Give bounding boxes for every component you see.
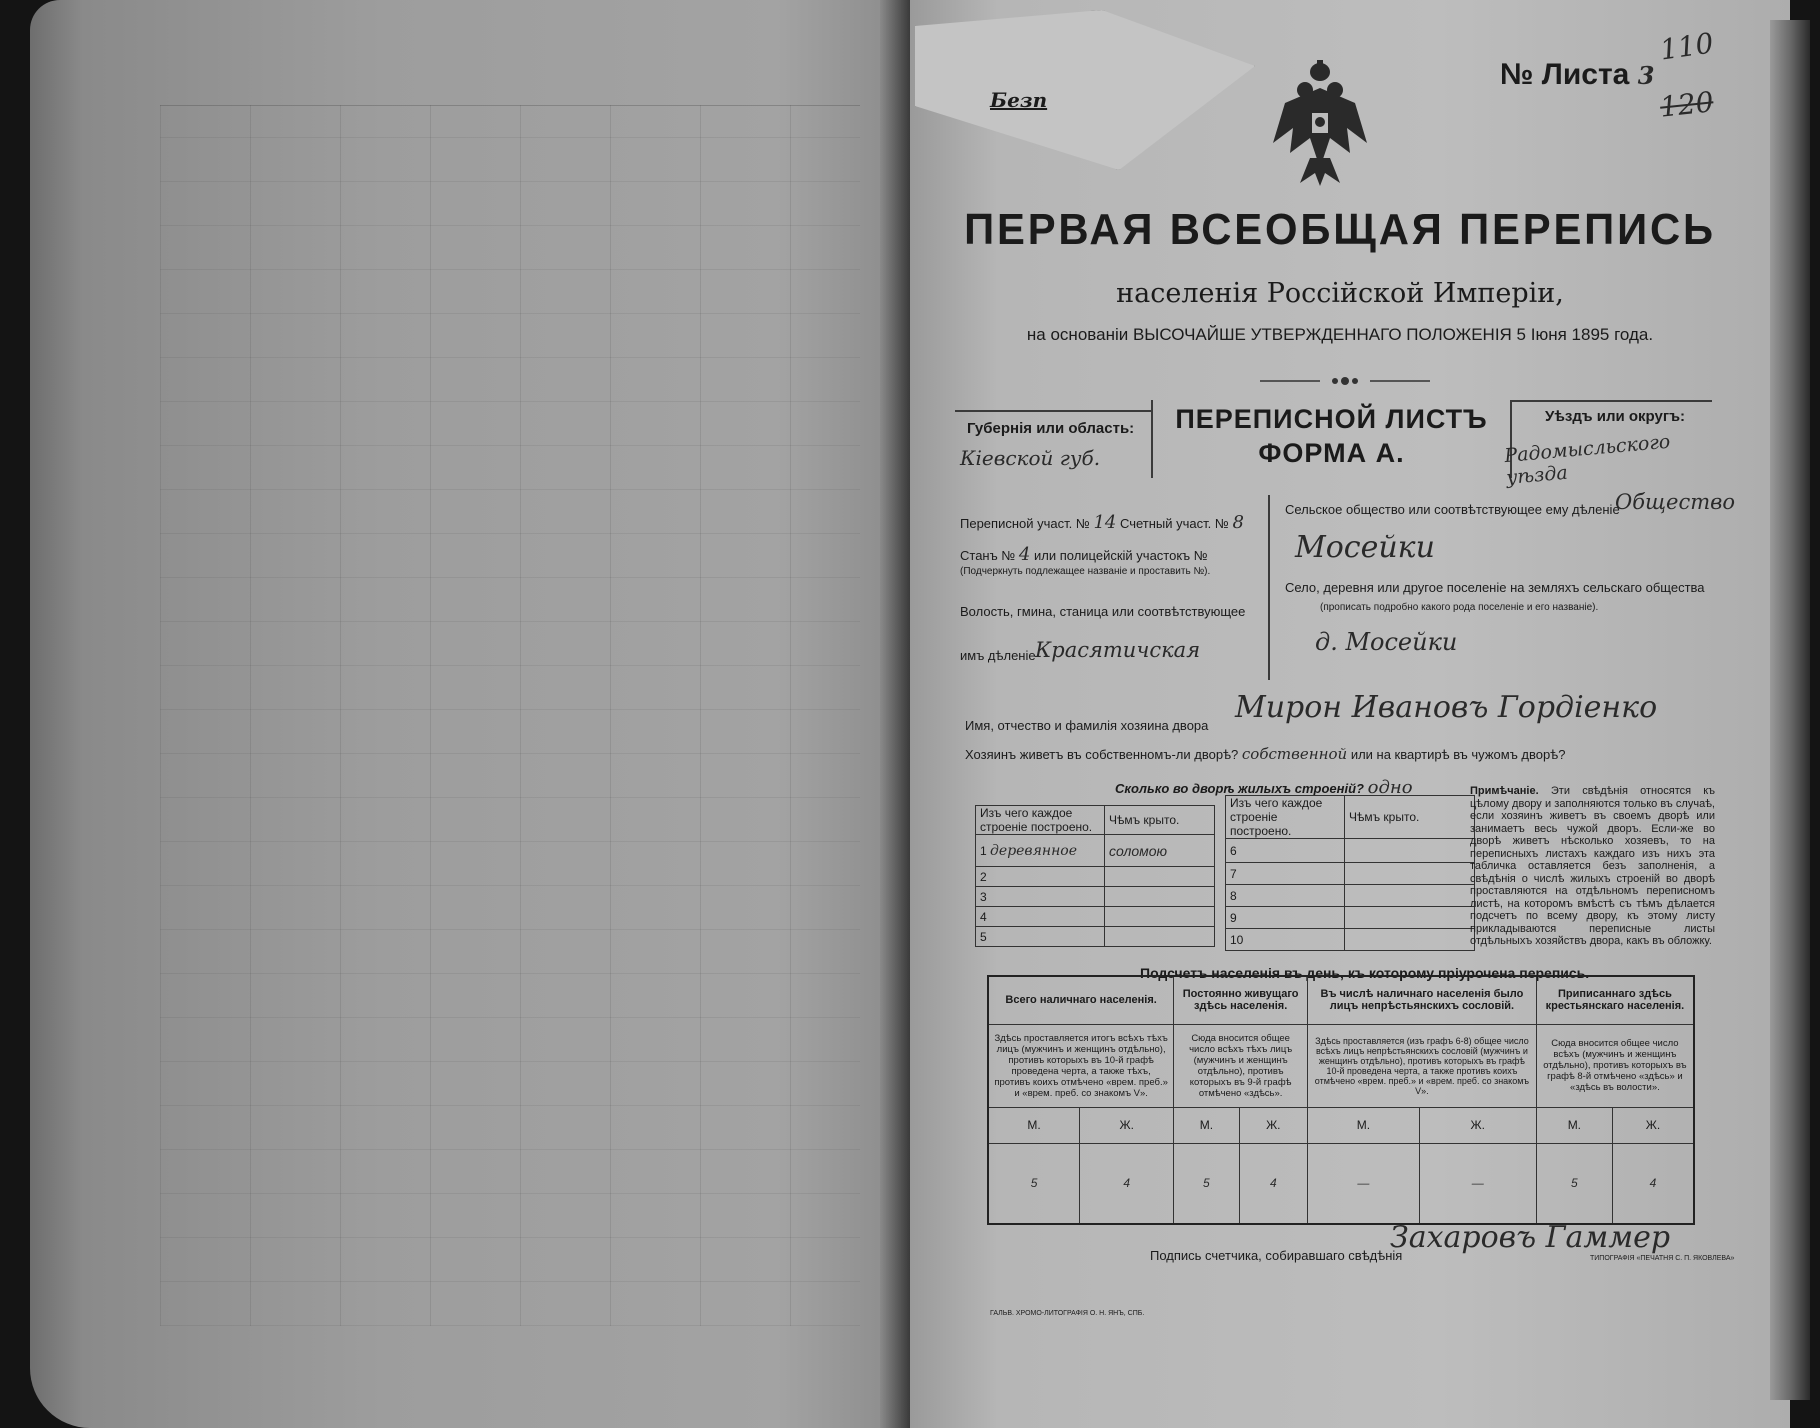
form-title-line2: ФОРМА А. <box>1258 438 1405 468</box>
buildings-row <box>1226 839 1475 863</box>
note-text: Эти свѣдѣнія относятся къ цѣлому двору и заполняются только въ случаѣ, если хозяинъ живетъ въ своемъ дворѣ или занимаетъ весь чужой дворъ. Если-же во дворѣ живетъ нѣсколько хозяевъ, то на переписныхъ листахъ каждаго изъ нихъ эта табличка оставляется безъ заполненія, а свѣдѣнія о числѣ жилыхъ строеній во дворѣ проставляются на отдѣльномъ переписномъ листѣ, на которомъ вмѣстѣ съ тѣмъ дѣлается подсчетъ по всему двору, къ этому листу прикладываются переписные листы отдѣльныхъ хозяйствъ двора, какъ въ обложку. <box>1470 785 1715 947</box>
note-block <box>1470 785 1715 948</box>
count-value-female: 4 <box>1612 1143 1694 1224</box>
selo-note: (прописать подробно какого рода поселеніе и его названіе). <box>1320 602 1599 613</box>
count-col-desc: Здѣсь проставляется (изъ графъ 6-8) общее число всѣхъ лицъ непрѣстьянскихъ сословій (мужчинъ и женщинъ отдѣльно), противъ которыхъ въ графѣ 10-й проведена черта, а также противъ коихъ отмѣчено «врем. преб.» и «врем. преб. со знакомъ V». <box>1308 1024 1537 1107</box>
note-heading: Примѣчаніе. <box>1470 785 1539 797</box>
fields-left-column <box>960 500 1265 670</box>
page-title: ПЕРВАЯ ВСЕОБЩАЯ ПЕРЕПИСЬ <box>964 205 1716 254</box>
row-number: 10 <box>1226 929 1345 951</box>
row-number: 3 <box>976 887 1105 907</box>
count-col-desc: Сюда вносится общее число всѣхъ тѣхъ лицъ (мужчинъ и женщинъ отдѣльно), противъ которыхъ въ 9-й графѣ отмѣчено «здѣсь». <box>1174 1024 1308 1107</box>
row-number: 9 <box>1226 907 1345 929</box>
buildings-row <box>976 835 1215 867</box>
owner-value: Мирон Ивановъ Гордіенко <box>1235 690 1658 725</box>
count-col-title: Приписаннаго здѣсь крестьянскаго населенія. <box>1536 976 1694 1024</box>
stan-row <box>960 544 1208 565</box>
signature-label: Подпись счетчика, собиравшаго свѣдѣнія <box>1150 1248 1403 1263</box>
count-col-title: Въ числѣ наличнаго населенія было лицъ непрѣстьянскихъ сословій. <box>1308 976 1537 1024</box>
count-value-female: 4 <box>1080 1143 1174 1224</box>
buildings-row <box>976 887 1215 907</box>
buildings-table-right <box>1225 795 1475 951</box>
row-number: 1 <box>980 843 987 858</box>
schetny-value: 8 <box>1232 512 1244 533</box>
row-number: 5 <box>976 927 1105 947</box>
male-label: М. <box>1174 1107 1239 1143</box>
selo-value: д. Мосейки <box>1315 628 1458 656</box>
buildings-row <box>1226 929 1475 951</box>
legal-basis-line: на основаніи ВЫСОЧАЙШЕ УТВЕРЖДЕННАГО ПОЛОЖЕНІЯ 5 Іюня 1895 года. <box>1026 325 1654 344</box>
building-material: деревянное <box>990 842 1078 859</box>
gubernia-value: Кіевской губ. <box>960 446 1101 470</box>
female-label: Ж. <box>1080 1107 1174 1143</box>
male-label: М. <box>1308 1107 1420 1143</box>
imprint-left: ГАЛЬВ. ХРОМО-ЛИТОГРАФІЯ О. Н. ЯНЪ, СПБ. <box>990 1310 1145 1317</box>
fold-label: Безп <box>990 88 1048 112</box>
sheet-number-handwritten: 110 <box>1657 26 1716 67</box>
volost-label-1: Волость, гмина, станица или соотвѣтствующее <box>960 604 1246 619</box>
count-col-title: Всего наличнаго населенія. <box>988 976 1174 1024</box>
buildings-col-roof: Чѣмъ крыто. <box>1345 796 1475 839</box>
obshchestvo-value-1: Общество <box>1615 490 1736 514</box>
buildings-row <box>1226 907 1475 929</box>
count-col-desc: Сюда вносится общее число всѣхъ (мужчинъ и женщинъ отдѣльно), противъ которыхъ въ графѣ 8-й отмѣчено «здѣсь» и «здѣсь въ волости». <box>1536 1024 1694 1107</box>
selo-label: Село, деревня или другое поселеніе на земляхъ сельскаго общества <box>1285 580 1705 595</box>
count-col-desc: Здѣсь проставляется итогъ всѣхъ тѣхъ лицъ (мужчинъ и женщинъ отдѣльно), противъ которыхъ въ 10-й графѣ проведена черта, а также тѣхъ, противъ коихъ отмѣчено «врем. преб.» и «врем. преб. со знакомъ V». <box>988 1024 1174 1107</box>
signature-value: Захаровъ Гаммер <box>1390 1220 1671 1255</box>
fields-divider <box>1268 495 1270 680</box>
count-value-female: 4 <box>1239 1143 1307 1224</box>
stan-note: (Подчеркнуть подлежащее названіе и проставить №). <box>960 566 1211 577</box>
uezd-value: Радомысльского уѣзда <box>1503 430 1672 489</box>
sheet-number-text: № Листа <box>1500 58 1630 91</box>
stan-rest: или полицейскій участокъ № <box>1034 548 1208 563</box>
buildings-value: одно <box>1367 777 1413 798</box>
male-label: М. <box>988 1107 1080 1143</box>
count-col-title: Постоянно живущаго здѣсь населенія. <box>1174 976 1308 1024</box>
row-number: 7 <box>1226 863 1345 885</box>
sheet-number-value: 3 <box>1637 61 1655 90</box>
obshchestvo-label: Сельское общество или соотвѣтствующее ему дѣленіе <box>1285 502 1620 517</box>
form-title-line1: ПЕРЕПИСНОЙ ЛИСТЪ <box>1175 404 1488 434</box>
imprint-right: ТИПОГРАФІЯ «ПЕЧАТНЯ С. П. ЯКОВЛЕВА» <box>1590 1255 1735 1262</box>
sheet-number-crossed: 120 <box>1658 85 1716 124</box>
count-value-female: — <box>1419 1143 1536 1224</box>
male-label: М. <box>1536 1107 1612 1143</box>
uchastok-label: Переписной участ. № <box>960 516 1090 531</box>
sheet-number-label <box>1500 58 1654 92</box>
buildings-col-material: Изъ чего каждое строеніе построено. <box>1226 796 1345 839</box>
count-value-male: — <box>1308 1143 1420 1224</box>
female-label: Ж. <box>1239 1107 1307 1143</box>
count-heading: Подсчетъ населенія въ день, къ которому пріурочена перепись. <box>1140 965 1590 981</box>
buildings-table-left <box>975 805 1215 947</box>
stan-label: Станъ № <box>960 548 1016 563</box>
owner-label: Имя, отчество и фамилія хозяина двора <box>965 718 1209 733</box>
female-label: Ж. <box>1612 1107 1694 1143</box>
double-headed-eagle-emblem <box>1265 58 1375 188</box>
uchastok-value: 14 <box>1093 512 1117 533</box>
fields-right-column <box>1285 480 1736 680</box>
population-count-table <box>987 975 1695 1225</box>
schetny-label: Счетный участ. № <box>1119 516 1229 531</box>
lives-label-1: Хозяинъ живетъ въ собственномъ-ли дворѣ? <box>965 747 1239 762</box>
buildings-col-roof: Чѣмъ крыто. <box>1105 806 1215 835</box>
volost-label-2: имъ дѣленіе <box>960 648 1036 663</box>
row-number: 4 <box>976 907 1105 927</box>
buildings-col-material: Изъ чего каждое строеніе построено. <box>976 806 1105 835</box>
volost-value: Красятичская <box>1035 638 1201 662</box>
female-label: Ж. <box>1419 1107 1536 1143</box>
count-value-male: 5 <box>1174 1143 1239 1224</box>
lives-row <box>965 745 1565 763</box>
left-page-ruled-table <box>160 105 860 1326</box>
buildings-row <box>976 927 1215 947</box>
page-subtitle: населенія Россійской Имперіи, <box>1116 278 1564 309</box>
building-roof: соломою <box>1105 835 1215 867</box>
buildings-row <box>976 907 1215 927</box>
buildings-label: Сколько во дворѣ жилыхъ строеній? <box>1115 781 1364 796</box>
row-number: 6 <box>1226 839 1345 863</box>
form-header-box <box>955 400 1713 489</box>
buildings-row <box>1226 863 1475 885</box>
obshchestvo-value-2: Мосейки <box>1295 530 1435 565</box>
lives-value: собственной <box>1241 745 1348 763</box>
uezd-label: Уѣздъ или округъ: <box>1545 408 1686 425</box>
count-value-male: 5 <box>988 1143 1080 1224</box>
ornament-divider <box>1260 375 1430 387</box>
buildings-row <box>976 867 1215 887</box>
gubernia-label: Губернія или область: <box>967 420 1135 437</box>
buildings-row <box>1226 885 1475 907</box>
lives-label-2: или на квартирѣ въ чужомъ дворѣ? <box>1350 747 1566 762</box>
stan-value: 4 <box>1018 544 1031 565</box>
row-number: 2 <box>976 867 1105 887</box>
row-number: 8 <box>1226 885 1345 907</box>
count-value-male: 5 <box>1536 1143 1612 1224</box>
page-stack-edge <box>1770 20 1810 1400</box>
uchastok-row <box>960 512 1244 533</box>
